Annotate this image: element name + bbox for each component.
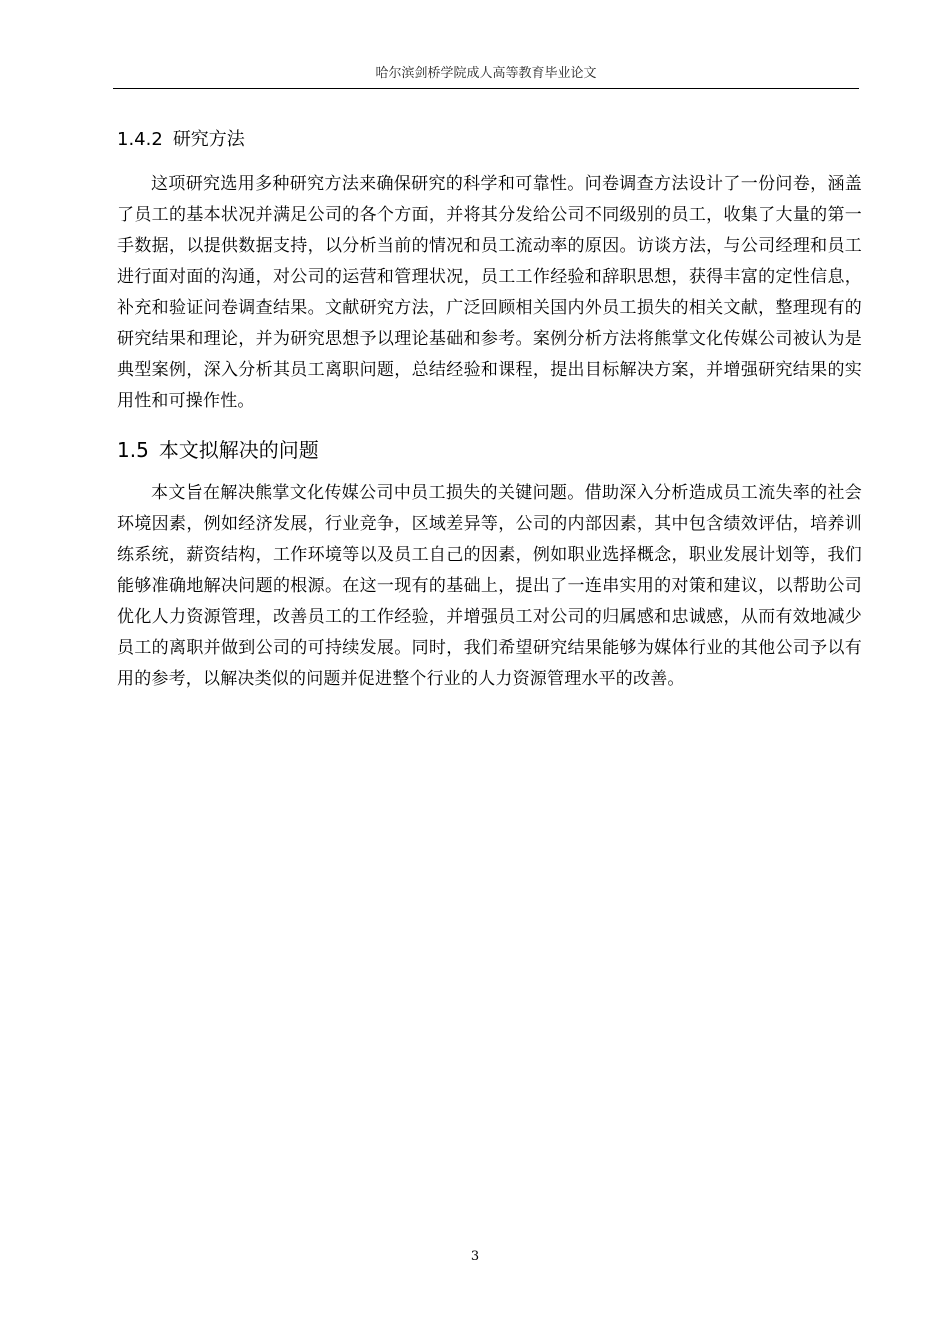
section-paragraph-problems-to-solve: 本文旨在解决熊掌文化传媒公司中员工损失的关键问题。借助深入分析造成员工流失率的社会环境因素，例如经济发展，行业竞争，区域差异等，公司的内部因素，其中包含绩效评估，培养训练系统，薪资结构，工作环境等以及员工自己的因素，例如职业选择概念，职业发展计划等，我们能够准确地解决问题的根源。在这一现有的基础上，提出了一连串实用的对策和建议，以帮助公司优化人力资源管理，改善员工的工作经验，并增强员工对公司的归属感和忠诚感，从而有效地减少员工的离职并做到公司的可持续发展。同时，我们希望研究结果能够为媒体行业的其他公司予以有用的参考，以解决类似的问题并促进整个行业的人力资源管理水平的改善。 — [117, 483, 862, 689]
page-number: 3 — [470, 1249, 480, 1264]
section-number: 1.5 — [117, 438, 149, 462]
section-heading-1-4-2 — [117, 126, 245, 154]
section-number: 1.4.2 — [117, 129, 163, 150]
header-divider — [113, 88, 859, 89]
section-heading-1-5 — [117, 435, 319, 465]
running-header: 哈尔滨剑桥学院成人高等教育毕业论文 — [375, 66, 597, 81]
section-title: 研究方法 — [172, 129, 245, 150]
section-paragraph-research-methods: 这项研究选用多种研究方法来确保研究的科学和可靠性。问卷调查方法设计了一份问卷，涵盖了员工的基本状况并满足公司的各个方面，并将其分发给公司不同级别的员工，收集了大量的第一手数据，以提供数据支持，以分析当前的情况和员工流动率的原因。访谈方法，与公司经理和员工进行面对面的沟通，对公司的运营和管理状况，员工工作经验和辞职思想，获得丰富的定性信息，补充和验证问卷调查结果。文献研究方法，广泛回顾相关国内外员工损失的相关文献，整理现有的研究结果和理论，并为研究思想予以理论基础和参考。案例分析方法将熊掌文化传媒公司被认为是典型案例，深入分析其员工离职问题，总结经验和课程，提出目标解决方案，并增强研究结果的实用性和可操作性。 — [117, 174, 862, 411]
section-title: 本文拟解决的问题 — [158, 438, 319, 462]
